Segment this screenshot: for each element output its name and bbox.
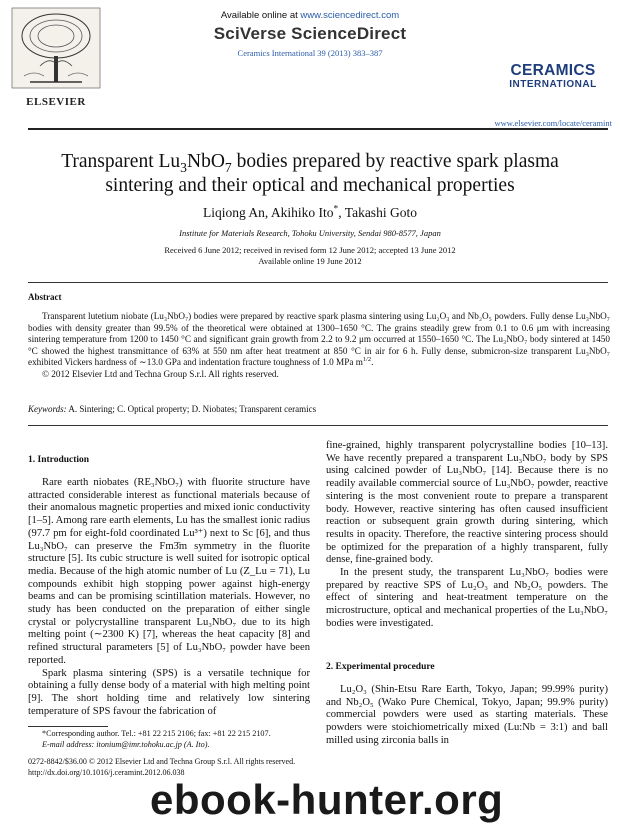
- title-sub: 3: [180, 159, 187, 175]
- copyright: © 2012 Elsevier Ltd and Techna Group S.r.l. All rights reserved.: [42, 368, 279, 379]
- available-prefix: Available online at: [220, 10, 301, 21]
- footnote-line-1: *Corresponding author. Tel.: +81 22 215 2106; fax: +81 22 215 2107.: [42, 729, 271, 738]
- intro-paragraph-2: Spark plasma sintering (SPS) is a versatile technique for obtaining a fully dense body of a material with high melting point [9]. The short holding time and relatively low sintering temperature of SPS favour the fabrication of: [28, 667, 310, 717]
- title-part: NbO: [187, 151, 225, 172]
- keywords-list: A. Sintering; C. Optical property; D. Niobates; Transparent ceramics: [66, 404, 317, 414]
- doi-line[interactable]: http://dx.doi.org/10.1016/j.ceramint.2012.06.038: [28, 767, 185, 777]
- keywords-label: Keywords:: [28, 404, 67, 414]
- footnote-rule: [28, 726, 108, 727]
- header-rule: [28, 128, 608, 130]
- corresponding-mark[interactable]: *: [333, 204, 339, 215]
- watermark: ebook-hunter.org: [150, 776, 504, 823]
- abstract-end: .: [371, 357, 374, 368]
- experimental-body: [326, 684, 608, 748]
- title-line2: sintering and their optical and mechanical properties: [105, 175, 515, 196]
- keywords: [28, 404, 608, 414]
- abstract-sup: 1/2: [362, 356, 372, 364]
- section-heading-experimental: 2. Experimental procedure: [326, 662, 435, 672]
- left-column: [28, 477, 310, 718]
- right-paragraph-1: fine-grained, highly transparent polycrystalline bodies [10–13]. We have recently prepared a transparent Lu₃NbO₇ body by SPS using calcined powder of Lu₃NbO₇ [14]. Because there is no readily available commercial source of Lu₃NbO₇ powder, reactive sintering is the most convenient route to prepare a transparent body. However, reactive sintering has often caused insufficient reaction or subsequent grain growth during sintering, which results in opacity. Therefore, the reactive sintering process should be optimized for the preparation of a highly transparent, fully dense, fine-grained body.: [326, 440, 608, 566]
- issn-block: [28, 757, 358, 778]
- title-part: Transparent Lu: [61, 151, 181, 172]
- sciencedirect-link[interactable]: www.sciencedirect.com: [300, 10, 400, 21]
- abstract-body: [28, 311, 610, 381]
- intro-paragraph-1: Rare earth niobates (RE₃NbO₇) with fluorite structure have attracted considerable interest as functional materials because of their anomalous magnetic properties and mixed ionic conductivity [1–5]. Among rare earth elements, Lu has the smallest ionic radius (97.7 pm for eight-fold coordinated Lu³⁺) next to Sc [6], and thus Lu₃NbO₇ can preserve the Fm3̄m symmetry in the fluorite structure [5]. Its cubic structure is well suited for isotropic optical media. Because of the high atomic number of Lu (Z_Lu = 71), Lu compounds exhibit high stopping power against high-energy beams and can be promising scintillation materials. However, no study has been conducted on the preparation of either single crystal or polycrystalline transparent Lu₃NbO₇ due to its high melting point (∼2300 K) [7], whereas the heat capacity [8] and refined structural parameters [5] of Lu₃NbO₇ powder have been reported.: [28, 477, 310, 666]
- abstract-rule-top: [28, 282, 608, 283]
- journal-logo-line1: CERAMICS: [510, 62, 596, 79]
- authors-part: , Takashi Goto: [338, 205, 417, 220]
- footnote-line-2: E-mail address: itonium@imr.tohoku.ac.jp (A. Ito).: [42, 739, 210, 749]
- abstract-text: Transparent lutetium niobate (Lu₃NbO₇) bodies were prepared by reactive spark plasma sintering using Lu₂O₃ and Nb₂O₅ powders. Fully dense Lu₃NbO₇ bodies with density greater than 99.5% of the theoretical were obtained at 1300–1650 °C. The grains steadily grew from 0.1 to 0.6 μm with increasing sintering temperature from 1200 to 1450 °C and significant grain growth from 2.2 to 9.2 μm occurred at 1550–1650 °C. The Lu₃NbO₇ body sintered at 1450 °C showed the highest transmittance of 63% at 550 nm after heat treatment at 850 °C in air for 6 h. Fully dense, submicron-size transparent Lu₃NbO₇ exhibited Vickers hardness of ∼13.0 GPa and indentation fracture toughness of 1.0 MPa m: [28, 311, 610, 368]
- section-heading-introduction: 1. Introduction: [28, 455, 90, 465]
- available-online: [0, 10, 620, 21]
- article-title: [40, 150, 580, 198]
- issn-line: 0272-8842/$36.00 © 2012 Elsevier Ltd and Techna Group S.r.l. All rights reserved.: [28, 757, 296, 766]
- footnote: [28, 729, 318, 750]
- title-sub: 7: [224, 159, 232, 175]
- journal-reference-link[interactable]: Ceramics International 39 (2013) 383–387: [237, 48, 383, 58]
- abstract-rule-bottom: [28, 425, 608, 426]
- authors-part: Liqiong An, Akihiko Ito: [203, 205, 334, 220]
- authors: [0, 205, 620, 221]
- journal-logo-line2: INTERNATIONAL: [509, 79, 597, 90]
- right-column: [326, 440, 608, 631]
- publisher-name: ELSEVIER: [26, 96, 86, 108]
- online-date: Available online 19 June 2012: [258, 256, 362, 266]
- journal-reference[interactable]: [0, 48, 620, 58]
- received-dates: Received 6 June 2012; received in revised form 12 June 2012; accepted 13 June 2012: [164, 245, 456, 255]
- experimental-paragraph-1: Lu₂O₃ (Shin-Etsu Rare Earth, Tokyo, Japan; 99.99% purity) and Nb₂O₅ (Wako Pure Chemical, Tokyo, Japan; 99.9% purity) commercial powders were used as starting materials. These powders were stoichiometrically mixed (Lu:Nb = 3:1) and ball milled using zirconia balls in: [326, 684, 608, 746]
- sciverse-brand: SciVerse ScienceDirect: [213, 24, 407, 43]
- title-part: bodies prepared by reactive spark plasma: [231, 151, 559, 172]
- abstract-heading: Abstract: [28, 292, 62, 302]
- journal-logo: [498, 62, 608, 90]
- affiliation: Institute for Materials Research, Tohoku University, Sendai 980-8577, Japan: [179, 228, 441, 238]
- right-paragraph-2: In the present study, the transparent Lu₃NbO₇ bodies were prepared by reactive SPS of Lu₂O₃ and Nb₂O₅ powders. The effect of sintering and heat-treatment temperature on the microstructure, optical and mechanical properties of the Lu₃NbO₇ bodies were investigated.: [326, 567, 608, 629]
- journal-url-link[interactable]: www.elsevier.com/locate/ceramint: [494, 118, 612, 128]
